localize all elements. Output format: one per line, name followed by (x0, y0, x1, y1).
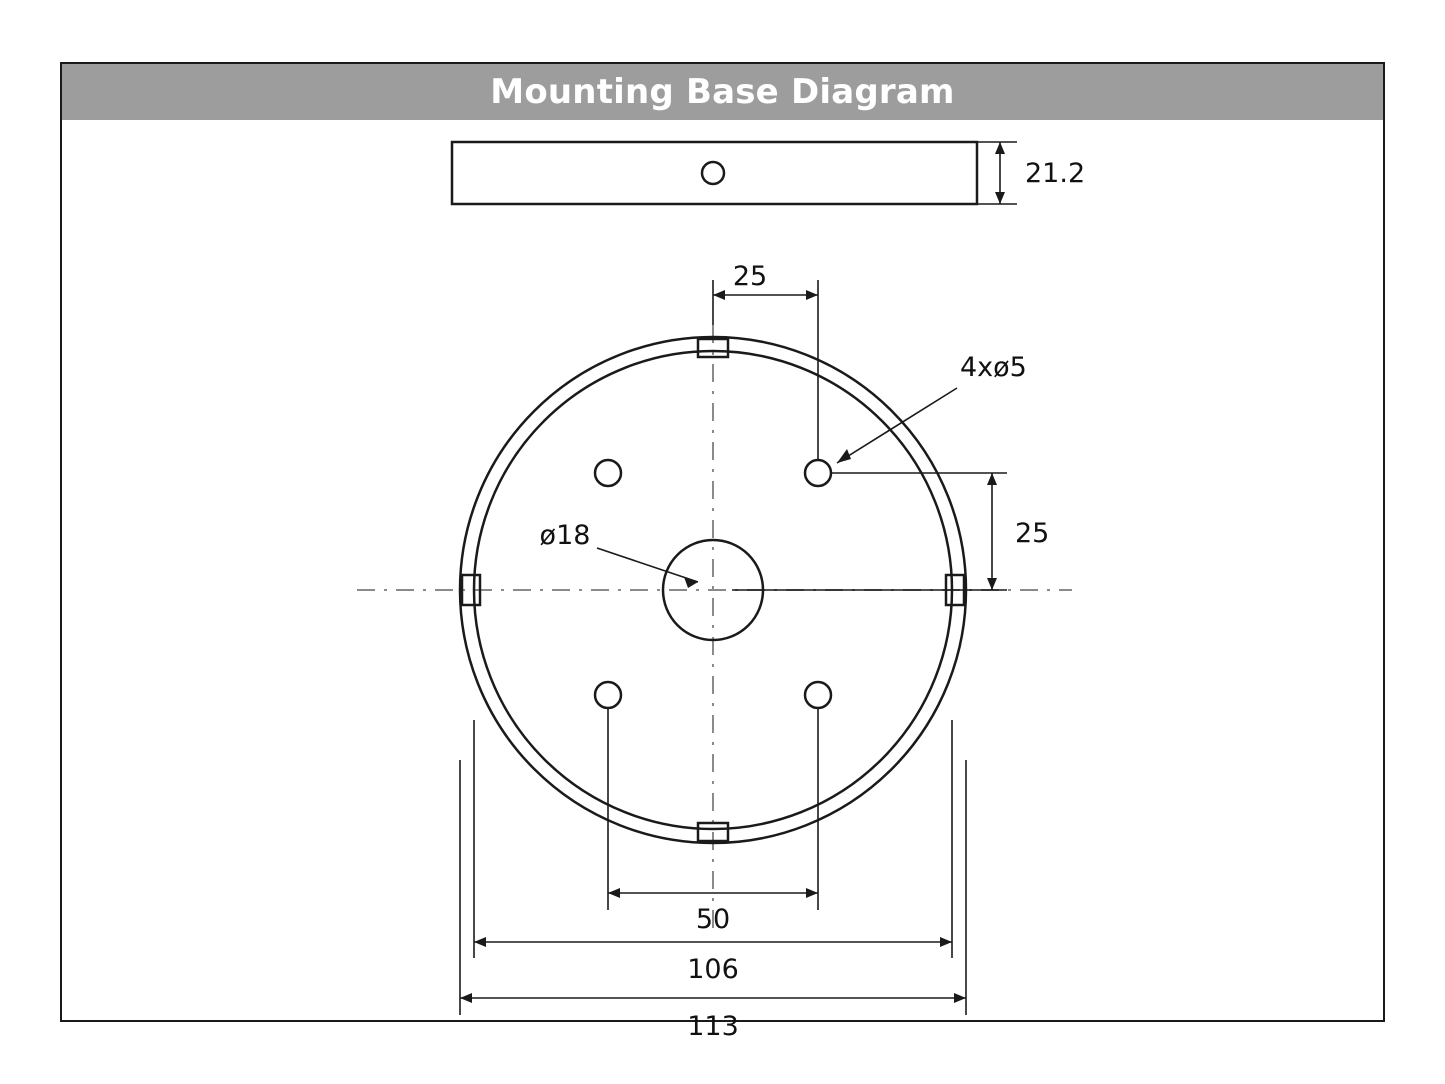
drawing-frame (60, 62, 1385, 1042)
dim-label-inner-diameter: 106 (687, 954, 739, 985)
leader-center-hole (597, 548, 698, 588)
dim-label-bolt-holes: 4xø5 (960, 352, 1027, 383)
dim-label-top-offset: 25 (732, 261, 768, 292)
dim-label-right-offset: 25 (1015, 518, 1050, 549)
dimension-top-offset (713, 280, 818, 460)
page-title: Mounting Base Diagram (490, 72, 955, 112)
dim-label-side-height: 21.2 (1025, 158, 1086, 189)
dim-label-center-hole: ø18 (539, 520, 591, 551)
title-bar (62, 64, 1383, 120)
dim-label-bolt-spacing: 50 (695, 904, 731, 935)
dimension-side-height (977, 142, 1017, 204)
plan-view (357, 325, 1072, 935)
bolt-hole-top-right (805, 460, 831, 486)
bolt-hole-bottom-left (595, 682, 621, 708)
bolt-hole-bottom-right (805, 682, 831, 708)
drawing-canvas (62, 120, 1383, 1042)
dim-label-outer-diameter: 113 (687, 1011, 739, 1042)
bolt-hole-top-left (595, 460, 621, 486)
side-profile-view (452, 142, 977, 204)
